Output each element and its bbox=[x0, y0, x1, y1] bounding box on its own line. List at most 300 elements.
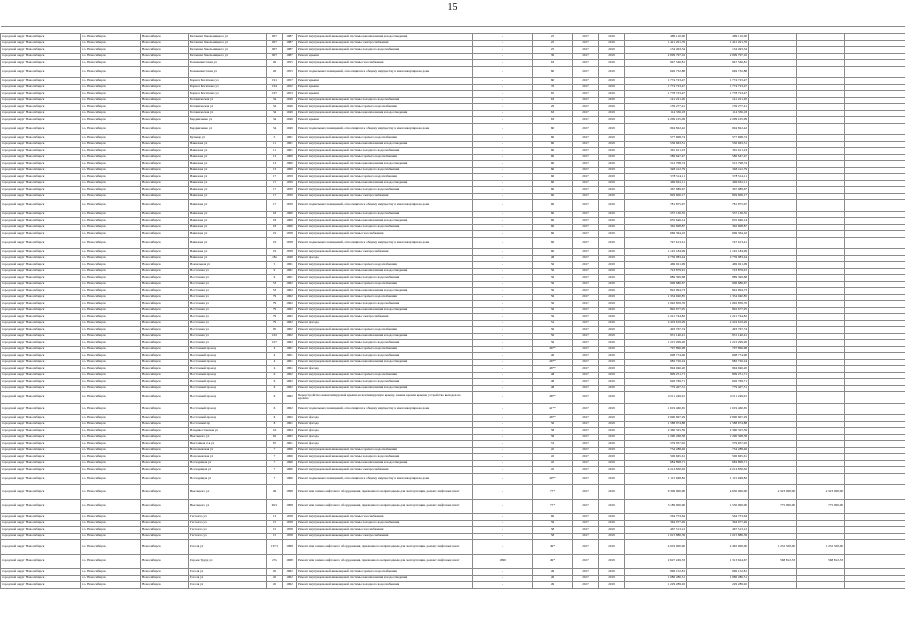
work-type-cell: Ремонт внутридомовой инженерной системы горячего водоснабжения bbox=[297, 327, 473, 334]
street-cell: Вавилова ул bbox=[189, 231, 267, 238]
municipality-cell: городской округ Новосибирск bbox=[1, 161, 81, 168]
start-year-cell: 2017 bbox=[573, 237, 599, 249]
settlement-cell: Новосибирск bbox=[141, 148, 189, 155]
end-year-cell: 2019 bbox=[599, 231, 625, 238]
start-year-cell: 2017 bbox=[573, 307, 599, 314]
wear-cell: 56 bbox=[533, 275, 573, 282]
settlement-cell: Новосибирск bbox=[141, 275, 189, 282]
settlement-cell: Новосибирск bbox=[141, 441, 189, 448]
work-type-cell: Ремонт подвальных помещений, относящихся к общему имуществу в многоквартирном доме bbox=[297, 237, 473, 249]
last-repair-cell: - bbox=[473, 403, 533, 415]
total-cost-cell: 469 661,11 bbox=[625, 180, 687, 187]
start-year-cell: 2017 bbox=[573, 268, 599, 275]
settlement-cell: Новосибирск bbox=[141, 117, 189, 124]
municipality-cell: городской округ Новосибирск bbox=[1, 117, 81, 124]
last-repair-cell: - bbox=[473, 275, 533, 282]
district-cell: г.о. Новосибирск bbox=[81, 454, 141, 461]
last-repair-cell: - bbox=[473, 473, 533, 485]
street-cell: Восточный пр bbox=[189, 421, 267, 428]
start-year-cell: 2017 bbox=[573, 540, 599, 555]
district-cell: г.о. Новосибирск bbox=[81, 288, 141, 295]
municipality-cell: городской округ Новосибирск bbox=[1, 60, 81, 67]
house-number-cell: 17 bbox=[267, 174, 283, 181]
build-year-cell: 1961 bbox=[283, 141, 297, 148]
municipality-cell: городской округ Новосибирск bbox=[1, 78, 81, 85]
district-cell: г.о. Новосибирск bbox=[81, 66, 141, 78]
street-cell: Большевистская ул bbox=[189, 66, 267, 78]
start-year-cell: 2017 bbox=[573, 415, 599, 422]
build-year-cell: 1962 bbox=[283, 320, 297, 327]
municipality-cell: городской округ Новосибирск bbox=[1, 415, 81, 422]
start-year-cell: 2017 bbox=[573, 281, 599, 288]
wear-cell: 48 bbox=[533, 379, 573, 386]
municipality-cell: городской округ Новосибирск bbox=[1, 499, 81, 514]
total-cost-cell: 367 089,67 bbox=[625, 187, 687, 194]
end-year-cell: 2019 bbox=[599, 320, 625, 327]
street-cell: Восточная ул bbox=[189, 307, 267, 314]
street-cell: Восточная ул bbox=[189, 340, 267, 347]
municipality-cell: городской округ Новосибирск bbox=[1, 200, 81, 212]
house-number-cell: 34 bbox=[267, 123, 283, 135]
street-cell: Ботаническая ул bbox=[189, 110, 267, 117]
municipality-cell: городской округ Новосибирск bbox=[1, 467, 81, 474]
wear-cell: 60 bbox=[533, 224, 573, 231]
last-repair-cell: - bbox=[473, 467, 533, 474]
build-year-cell: 1958 bbox=[283, 237, 297, 249]
last-repair-cell: - bbox=[473, 224, 533, 231]
settlement-cell: Новосибирск bbox=[141, 582, 189, 589]
work-type-cell: Ремонт внутридомовой инженерной системы канализования и водоотведения bbox=[297, 180, 473, 187]
start-year-cell: 2017 bbox=[573, 40, 599, 47]
start-year-cell: 2017 bbox=[573, 262, 599, 269]
street-cell: Восточный проезд bbox=[189, 379, 267, 386]
settlement-cell: Новосибирск bbox=[141, 554, 189, 569]
total-cost-cell: 578 514,11 bbox=[625, 174, 687, 181]
settlement-cell: Новосибирск bbox=[141, 224, 189, 231]
street-cell: Восточный проезд bbox=[189, 385, 267, 392]
municipality-cell: городской округ Новосибирск bbox=[1, 320, 81, 327]
settlement-cell: Новосибирск bbox=[141, 84, 189, 91]
settlement-cell: Новосибирск bbox=[141, 333, 189, 340]
start-year-cell: 2017 bbox=[573, 379, 599, 386]
total-cost-cell: 4 919 000,00 bbox=[625, 540, 687, 555]
build-year-cell: 1964 bbox=[283, 428, 297, 435]
wear-cell: 25 bbox=[533, 40, 573, 47]
note-cell bbox=[845, 540, 905, 555]
total-cost-cell: 2 627 249,33 bbox=[625, 554, 687, 569]
municipality-cell: городской округ Новосибирск bbox=[1, 91, 81, 98]
street-cell: Бориса Богаткова ул bbox=[189, 91, 267, 98]
municipality-cell: городской округ Новосибирск bbox=[1, 97, 81, 104]
owner-funds-cell: 2 690 607,29 bbox=[687, 415, 749, 422]
work-type-cell: Ремонт внутридомовой инженерной системы электроснабжения bbox=[297, 467, 473, 474]
work-type-cell: Ремонт внутридомовой инженерной системы горячего водоснабжения bbox=[297, 154, 473, 161]
last-repair-cell: - bbox=[473, 514, 533, 521]
total-cost-cell: 364 077,49 bbox=[625, 520, 687, 527]
house-number-cell: 79 bbox=[267, 320, 283, 327]
start-year-cell: 2017 bbox=[573, 327, 599, 334]
street-cell: Бетонная Хмельницкого ул bbox=[189, 34, 267, 41]
build-year-cell: 1958 bbox=[283, 231, 297, 238]
settlement-cell: Новосибирск bbox=[141, 340, 189, 347]
house-number-cell: 6 bbox=[267, 385, 283, 392]
total-cost-cell: 1 774 723,47 bbox=[625, 84, 687, 91]
total-cost-cell: 655 646,14 bbox=[625, 218, 687, 225]
build-year-cell: 1987 bbox=[283, 40, 297, 47]
last-repair-cell: - bbox=[473, 499, 533, 514]
work-type-cell: Ремонт внутридомовой инженерной системы холодного водоснабжения bbox=[297, 47, 473, 54]
district-cell: г.о. Новосибирск bbox=[81, 211, 141, 218]
end-year-cell: 2019 bbox=[599, 441, 625, 448]
owner-funds-cell: 669 364,16 bbox=[687, 231, 749, 238]
municipality-cell: городской округ Новосибирск bbox=[1, 193, 81, 200]
start-year-cell: 2017 bbox=[573, 224, 599, 231]
owner-funds-cell: 348 412,79 bbox=[687, 167, 749, 174]
work-type-cell: Ремонт внутридомовой инженерной системы горячего водоснабжения bbox=[297, 281, 473, 288]
wear-cell: 60 bbox=[533, 167, 573, 174]
house-number-cell: 17 bbox=[267, 193, 283, 200]
house-number-cell: 107 bbox=[267, 340, 283, 347]
wear-cell: 60 bbox=[533, 218, 573, 225]
wear-cell: 40** bbox=[533, 473, 573, 485]
wear-cell: 58 bbox=[533, 434, 573, 441]
street-cell: Волочаевская ул bbox=[189, 454, 267, 461]
last-repair-cell: - bbox=[473, 200, 533, 212]
end-year-cell: 2019 bbox=[599, 485, 625, 500]
build-year-cell: 1949 bbox=[283, 110, 297, 117]
municipality-cell: городской округ Новосибирск bbox=[1, 154, 81, 161]
total-cost-cell: 747 613,41 bbox=[625, 237, 687, 249]
end-year-cell: 2019 bbox=[599, 434, 625, 441]
district-cell: г.о. Новосибирск bbox=[81, 167, 141, 174]
end-year-cell: 2019 bbox=[599, 514, 625, 521]
district-cell: г.о. Новосибирск bbox=[81, 340, 141, 347]
work-type-cell: Ремонт внутридомовой инженерной системы холодного водоснабжения bbox=[297, 187, 473, 194]
street-cell: Вавилова ул bbox=[189, 193, 267, 200]
district-cell: г.о. Новосибирск bbox=[81, 359, 141, 366]
last-repair-cell: - bbox=[473, 460, 533, 467]
start-year-cell: 2017 bbox=[573, 428, 599, 435]
end-year-cell: 2019 bbox=[599, 53, 625, 60]
work-type-cell: Ремонт крыши bbox=[297, 53, 473, 60]
house-number-cell: 95 bbox=[267, 327, 283, 334]
start-year-cell: 2017 bbox=[573, 320, 599, 327]
district-cell: г.о. Новосибирск bbox=[81, 187, 141, 194]
wear-cell: 29 bbox=[533, 104, 573, 111]
total-cost-cell: 1 221 744,82 bbox=[625, 314, 687, 321]
end-year-cell: 2019 bbox=[599, 141, 625, 148]
work-type-cell: Ремонт внутридомовой инженерной системы горячего водоснабжения bbox=[297, 346, 473, 353]
wear-cell: 60 bbox=[533, 141, 573, 148]
last-repair-cell: - bbox=[473, 540, 533, 555]
start-year-cell: 2017 bbox=[573, 275, 599, 282]
total-cost-cell: 829 606,17 bbox=[625, 193, 687, 200]
settlement-cell: Новосибирск bbox=[141, 154, 189, 161]
work-type-cell: Ремонт внутридомовой инженерной системы канализования и водоотведения bbox=[297, 288, 473, 295]
wear-cell: 49 bbox=[533, 575, 573, 582]
house-number-cell: 26 bbox=[267, 60, 283, 67]
settlement-cell: Новосибирск bbox=[141, 249, 189, 256]
work-type-cell: Ремонт внутридомовой инженерной системы канализования и водоотведения bbox=[297, 141, 473, 148]
start-year-cell: 2017 bbox=[573, 301, 599, 308]
start-year-cell: 2017 bbox=[573, 141, 599, 148]
total-cost-cell: 348 412,79 bbox=[625, 167, 687, 174]
municipality-cell: городской округ Новосибирск bbox=[1, 141, 81, 148]
house-number-cell: 15 bbox=[267, 527, 283, 534]
house-number-cell: 49/1 bbox=[267, 499, 283, 514]
house-number-cell: 194 bbox=[267, 84, 283, 91]
last-repair-cell: - bbox=[473, 161, 533, 168]
work-type-cell: Ремонт внутридомовой инженерной системы канализования и водоотведения bbox=[297, 307, 473, 314]
note-cell bbox=[845, 237, 905, 249]
settlement-cell: Новосибирск bbox=[141, 359, 189, 366]
owner-funds-cell: 1 550 000,00 bbox=[687, 499, 749, 514]
district-cell: г.о. Новосибирск bbox=[81, 117, 141, 124]
house-number-cell: 49 bbox=[267, 485, 283, 500]
note-cell bbox=[845, 485, 905, 500]
build-year-cell: 1962 bbox=[283, 415, 297, 422]
work-type-cell: Ремонт внутридомовой инженерной системы газоснабжения bbox=[297, 60, 473, 67]
start-year-cell: 2017 bbox=[573, 514, 599, 521]
last-repair-cell: - bbox=[473, 231, 533, 238]
wear-cell: 60 bbox=[533, 78, 573, 85]
house-number-cell: 102 bbox=[267, 333, 283, 340]
build-year-cell: 1966 bbox=[283, 473, 297, 485]
last-repair-cell: - bbox=[473, 575, 533, 582]
house-number-cell: 19 bbox=[267, 249, 283, 256]
start-year-cell: 2017 bbox=[573, 353, 599, 360]
build-year-cell: 1959 bbox=[283, 200, 297, 212]
settlement-cell: Новосибирск bbox=[141, 314, 189, 321]
note-cell bbox=[845, 499, 905, 514]
district-cell: г.о. Новосибирск bbox=[81, 434, 141, 441]
end-year-cell: 2019 bbox=[599, 249, 625, 256]
wear-cell: 65 bbox=[533, 91, 573, 98]
settlement-cell: Новосибирск bbox=[141, 520, 189, 527]
table-row bbox=[1, 403, 905, 415]
local-funds-cell: 775 000,00 bbox=[797, 499, 845, 514]
owner-funds-cell: 626 769,71 bbox=[687, 379, 749, 386]
regional-funds-cell: 1 232 500,00 bbox=[749, 540, 797, 555]
start-year-cell: 2017 bbox=[573, 467, 599, 474]
district-cell: г.о. Новосибирск bbox=[81, 193, 141, 200]
district-cell: г.о. Новосибирск bbox=[81, 333, 141, 340]
last-repair-cell: - bbox=[473, 366, 533, 373]
owner-funds-cell: 579 957,02 bbox=[687, 441, 749, 448]
owner-funds-cell: 367 089,67 bbox=[687, 187, 749, 194]
wear-cell: 60 bbox=[533, 135, 573, 142]
end-year-cell: 2019 bbox=[599, 314, 625, 321]
house-number-cell: 18 bbox=[267, 211, 283, 218]
note-cell bbox=[845, 473, 905, 485]
total-cost-cell: 906 686,67 bbox=[625, 281, 687, 288]
municipality-cell: городской округ Новосибирск bbox=[1, 288, 81, 295]
start-year-cell: 2017 bbox=[573, 385, 599, 392]
street-cell: Восточный проезд bbox=[189, 415, 267, 422]
build-year-cell: 1962 bbox=[283, 379, 297, 386]
municipality-cell: городской округ Новосибирск bbox=[1, 104, 81, 111]
work-type-cell: Ремонт или замена лифтового оборудования, признанного непригодным для эксплуатации, ремонт лифтовых шахт bbox=[297, 554, 473, 569]
build-year-cell: 1959 bbox=[283, 193, 297, 200]
house-number-cell: 13 bbox=[267, 167, 283, 174]
build-year-cell: 1998 bbox=[283, 540, 297, 555]
last-repair-cell: - bbox=[473, 148, 533, 155]
build-year-cell: 1962 bbox=[283, 333, 297, 340]
municipality-cell: городской округ Новосибирск bbox=[1, 314, 81, 321]
end-year-cell: 2019 bbox=[599, 415, 625, 422]
street-cell: Восточная ул bbox=[189, 333, 267, 340]
last-repair-cell: - bbox=[473, 281, 533, 288]
settlement-cell: Новосибирск bbox=[141, 415, 189, 422]
wear-cell: 56 bbox=[533, 281, 573, 288]
settlement-cell: Новосибирск bbox=[141, 53, 189, 60]
house-number-cell: 7 bbox=[267, 447, 283, 454]
settlement-cell: Новосибирск bbox=[141, 514, 189, 521]
municipality-cell: городской округ Новосибирск bbox=[1, 34, 81, 41]
house-number-cell: 007 bbox=[267, 53, 283, 60]
owner-funds-cell: 4 650 000,00 bbox=[687, 485, 749, 500]
district-cell: г.о. Новосибирск bbox=[81, 200, 141, 212]
total-cost-cell: 114 336,18 bbox=[625, 110, 687, 117]
build-year-cell: 1961 bbox=[283, 275, 297, 282]
street-cell: Восточный проезд bbox=[189, 359, 267, 366]
build-year-cell: 1949 bbox=[283, 117, 297, 124]
start-year-cell: 2017 bbox=[573, 200, 599, 212]
build-year-cell: 1949 bbox=[283, 104, 297, 111]
last-repair-cell: - bbox=[473, 117, 533, 124]
start-year-cell: 2017 bbox=[573, 47, 599, 54]
total-cost-cell: 649 732,88 bbox=[625, 66, 687, 78]
start-year-cell: 2017 bbox=[573, 60, 599, 67]
street-cell: Вавилова ул bbox=[189, 237, 267, 249]
total-cost-cell: 4 511 249,91 bbox=[625, 392, 687, 404]
street-cell: Вавилова ул bbox=[189, 187, 267, 194]
build-year-cell: 1958 bbox=[283, 527, 297, 534]
house-number-cell: 8 bbox=[267, 421, 283, 428]
start-year-cell: 2017 bbox=[573, 174, 599, 181]
street-cell: Восточный проезд bbox=[189, 346, 267, 353]
house-number-cell: 4 bbox=[267, 366, 283, 373]
wear-cell: 25 bbox=[533, 47, 573, 54]
start-year-cell: 2017 bbox=[573, 110, 599, 117]
street-cell: Восточный проезд bbox=[189, 403, 267, 415]
wear-cell: 63 bbox=[533, 60, 573, 67]
start-year-cell: 2017 bbox=[573, 359, 599, 366]
district-cell: г.о. Новосибирск bbox=[81, 104, 141, 111]
owner-funds-cell: 469 661,11 bbox=[687, 180, 749, 187]
street-cell: Высоцкого ул bbox=[189, 499, 267, 514]
end-year-cell: 2019 bbox=[599, 288, 625, 295]
end-year-cell: 2019 bbox=[599, 533, 625, 540]
settlement-cell: Новосибирск bbox=[141, 327, 189, 334]
wear-cell: 45 bbox=[533, 460, 573, 467]
street-cell: Вавилова ул bbox=[189, 161, 267, 168]
district-cell: г.о. Новосибирск bbox=[81, 47, 141, 54]
work-type-cell: Ремонт внутридомовой инженерной системы холодного водоснабжения bbox=[297, 340, 473, 347]
end-year-cell: 2019 bbox=[599, 366, 625, 373]
work-type-cell: Ремонт внутридомовой инженерной системы холодного водоснабжения bbox=[297, 353, 473, 360]
work-type-cell: Ремонт подвальных помещений, относящихся к общему имуществу в многоквартирном доме bbox=[297, 66, 473, 78]
street-cell: Восточный проезд bbox=[189, 372, 267, 379]
last-repair-cell: - bbox=[473, 353, 533, 360]
owner-funds-cell: 797 896,98 bbox=[687, 346, 749, 353]
last-repair-cell: - bbox=[473, 193, 533, 200]
owner-funds-cell: 2 360 325,59 bbox=[687, 428, 749, 435]
house-number-cell: 7 bbox=[267, 473, 283, 485]
end-year-cell: 2019 bbox=[599, 47, 625, 54]
settlement-cell: Новосибирск bbox=[141, 301, 189, 308]
owner-funds-cell: 564 753,64 bbox=[687, 514, 749, 521]
regional-funds-cell bbox=[749, 123, 797, 135]
build-year-cell: 1961 bbox=[283, 148, 297, 155]
work-type-cell: Ремонт подвальных помещений, относящихся к общему имуществу в многоквартирном доме bbox=[297, 200, 473, 212]
owner-funds-cell: 781 875,97 bbox=[687, 200, 749, 212]
end-year-cell: 2019 bbox=[599, 174, 625, 181]
street-cell: Гастелло ул bbox=[189, 533, 267, 540]
municipality-cell: городской округ Новосибирск bbox=[1, 447, 81, 454]
work-type-cell: Ремонт внутридомовой инженерной системы канализования и водоотведения bbox=[297, 385, 473, 392]
total-cost-cell: 467 513,12 bbox=[625, 527, 687, 534]
municipality-cell: городской округ Новосибирск bbox=[1, 385, 81, 392]
district-cell: г.о. Новосибирск bbox=[81, 575, 141, 582]
settlement-cell: Новосибирск bbox=[141, 255, 189, 262]
municipality-cell: городской округ Новосибирск bbox=[1, 434, 81, 441]
wear-cell: 56 bbox=[533, 421, 573, 428]
regional-funds-cell bbox=[749, 200, 797, 212]
last-repair-cell: - bbox=[473, 582, 533, 589]
house-number-cell: 191 bbox=[267, 78, 283, 85]
district-cell: г.о. Новосибирск bbox=[81, 403, 141, 415]
total-cost-cell: 3 189 000,00 bbox=[625, 499, 687, 514]
last-repair-cell: - bbox=[473, 385, 533, 392]
total-cost-cell: 2 209 105,09 bbox=[625, 117, 687, 124]
build-year-cell: 1962 bbox=[283, 294, 297, 301]
build-year-cell: 1949 bbox=[283, 123, 297, 135]
work-type-cell: Ремонт внутридомовой инженерной системы горячего водоснабжения bbox=[297, 447, 473, 454]
start-year-cell: 2017 bbox=[573, 527, 599, 534]
settlement-cell: Новосибирск bbox=[141, 104, 189, 111]
work-type-cell: Ремонт подвальных помещений, относящихся к общему имуществу в многоквартирном доме bbox=[297, 403, 473, 415]
total-cost-cell: 159 277,41 bbox=[625, 104, 687, 111]
district-cell: г.о. Новосибирск bbox=[81, 294, 141, 301]
work-type-cell: Ремонт фасада bbox=[297, 366, 473, 373]
last-repair-cell: - bbox=[473, 40, 533, 47]
end-year-cell: 2019 bbox=[599, 554, 625, 569]
district-cell: г.о. Новосибирск bbox=[81, 366, 141, 373]
last-repair-cell: - bbox=[473, 421, 533, 428]
work-type-cell: Ремонт внутридомовой инженерной системы канализования и водоотведения bbox=[297, 460, 473, 467]
start-year-cell: 2017 bbox=[573, 117, 599, 124]
regional-funds-cell bbox=[749, 582, 797, 589]
owner-funds-cell: 506 665,61 bbox=[687, 454, 749, 461]
street-cell: Бориса Богаткова ул bbox=[189, 84, 267, 91]
program-table-sheet bbox=[0, 26, 905, 589]
note-cell bbox=[845, 200, 905, 212]
district-cell: г.о. Новосибирск bbox=[81, 262, 141, 269]
settlement-cell: Новосибирск bbox=[141, 320, 189, 327]
house-number-cell: 34 bbox=[267, 97, 283, 104]
start-year-cell: 2017 bbox=[573, 421, 599, 428]
total-cost-cell: 2 099 797,16 bbox=[625, 53, 687, 60]
street-cell: Бульвар ул bbox=[189, 135, 267, 142]
build-year-cell: 1953 bbox=[283, 91, 297, 98]
end-year-cell: 2019 bbox=[599, 392, 625, 404]
street-cell: Вавилова ул bbox=[189, 180, 267, 187]
settlement-cell: Новосибирск bbox=[141, 187, 189, 194]
municipality-cell: городской округ Новосибирск bbox=[1, 218, 81, 225]
settlement-cell: Новосибирск bbox=[141, 527, 189, 534]
total-cost-cell: 134 493,34 bbox=[625, 47, 687, 54]
